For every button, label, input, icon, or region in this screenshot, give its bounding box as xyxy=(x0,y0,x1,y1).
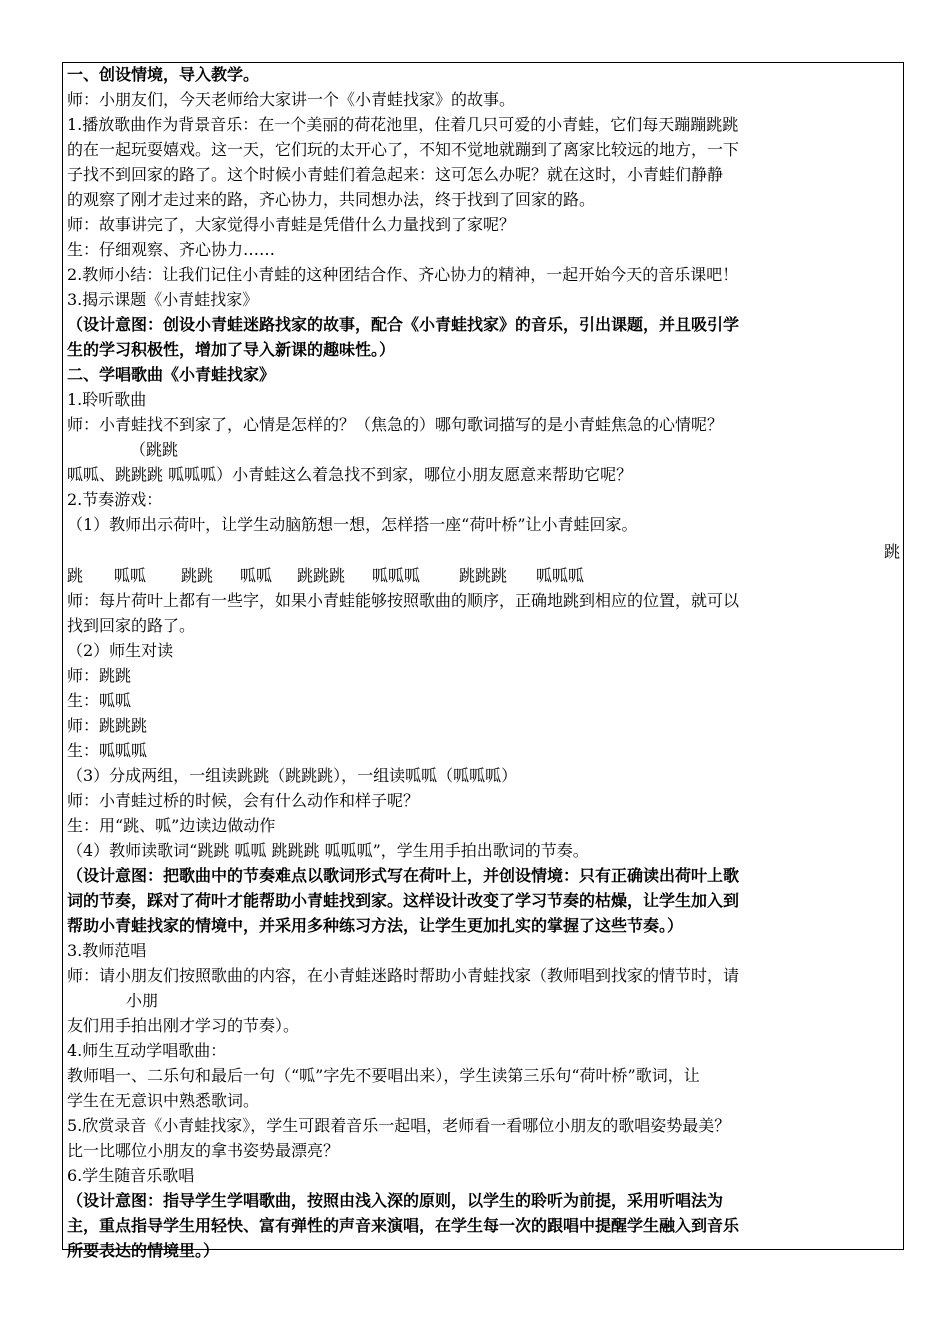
text-line: 师：故事讲完了，大家觉得小青蛙是凭借什么力量找到了家呢？ xyxy=(67,215,516,234)
text-line: 师：每片荷叶上都有一些字，如果小青蛙能够按照歌曲的顺序，正确地跳到相应的位置，就可以 xyxy=(67,591,740,610)
bold-text-line: 帮助小青蛙找家的情境中，并采用多种练习方法，让学生更加扎实的掌握了这些节奏。） xyxy=(67,916,684,935)
text-line: 教师唱一、二乐句和最后一句（“呱”字先不要唱出来），学生读第三乐句“荷叶桥”歌词，让 xyxy=(67,1066,700,1085)
text-line: 生：用“跳、呱”边读边做动作 xyxy=(67,816,276,835)
text-line: 呱呱 xyxy=(240,566,273,585)
text-line: 跳跳跳 xyxy=(459,566,508,585)
text-line: 比一比哪位小朋友的拿书姿势最漂亮？ xyxy=(67,1141,340,1160)
text-line: 师：小青蛙找不到家了，心情是怎样的？（焦急的）哪句歌词描写的是小青蛙焦急的心情呢？ xyxy=(67,415,724,434)
text-line: （1）教师出示荷叶，让学生动脑筋想一想，怎样搭一座“荷叶桥”让小青蛙回家。 xyxy=(67,515,638,534)
bold-text-line: 词的节奏，踩对了荷叶才能帮助小青蛙找到家。这样设计改变了学习节奏的枯燥，让学生加入到 xyxy=(67,891,740,910)
text-line: 生：仔细观察、齐心协力…… xyxy=(67,240,276,259)
bold-text-line: （设计意图：创设小青蛙迷路找家的故事，配合《小青蛙找家》的音乐，引出课题，并且吸引学 xyxy=(67,315,740,334)
text-line: 找到回家的路了。 xyxy=(67,616,196,635)
bold-text-line: 所要表达的情境里。） xyxy=(67,1241,220,1260)
text-line: 学生在无意识中熟悉歌词。 xyxy=(67,1091,260,1110)
text-line: 5.欣赏录音《小青蛙找家》，学生可跟着音乐一起唱，老师看一看哪位小朋友的歌唱姿势最美？ xyxy=(67,1116,731,1135)
text-line: 跳 xyxy=(67,566,84,585)
text-line: 跳跳跳 xyxy=(297,566,346,585)
text-line: 跳跳 xyxy=(181,566,214,585)
text-line: 2.教师小结：让我们记住小青蛙的这种团结合作、齐心协力的精神，一起开始今天的音乐课吧！ xyxy=(67,265,739,284)
text-line: （3）分成两组，一组读跳跳（跳跳跳），一组读呱呱（呱呱呱） xyxy=(67,766,518,785)
text-line: 1.播放歌曲作为背景音乐：在一个美丽的荷花池里，住着几只可爱的小青蛙，它们每天蹦蹦跳跳 xyxy=(67,115,739,134)
text-line: （2）师生对读 xyxy=(67,641,174,660)
text-line: 4.师生互动学唱歌曲： xyxy=(67,1041,227,1060)
text-line: 呱呱、跳跳跳 呱呱呱）小青蛙这么着急找不到家，哪位小朋友愿意来帮助它呢？ xyxy=(67,465,633,484)
text-line: 呱呱呱 xyxy=(536,566,585,585)
bold-text-line: 二、学唱歌曲《小青蛙找家》 xyxy=(67,365,276,384)
text-line: 师：小青蛙过桥的时候，会有什么动作和样子呢？ xyxy=(67,791,420,810)
text-line: 呱呱 xyxy=(114,566,147,585)
bold-text-line: 生的学习积极性，增加了导入新课的趣味性。） xyxy=(67,340,396,359)
text-line: 师：跳跳跳 xyxy=(67,716,148,735)
bold-text-line: （设计意图：指导学生学唱歌曲，按照由浅入深的原则，以学生的聆听为前提，采用听唱法为 xyxy=(67,1191,724,1210)
text-line: 1.聆听歌曲 xyxy=(67,390,147,409)
text-line: 生：呱呱 xyxy=(67,691,132,710)
text-line: 呱呱呱 xyxy=(372,566,421,585)
text-line: 2.节奏游戏： xyxy=(67,490,163,509)
text-line: 友们用手拍出刚才学习的节奏）。 xyxy=(67,1016,300,1035)
text-line: 小朋 xyxy=(126,991,159,1010)
text-line: 生：呱呱呱 xyxy=(67,741,148,760)
text-line: 子找不到回家的路了。这个时候小青蛙们着急起来：这可怎么办呢？就在这时，小青蛙们静静 xyxy=(67,165,724,184)
text-line: 师：请小朋友们按照歌曲的内容，在小青蛙迷路时帮助小青蛙找家（教师唱到找家的情节时，请 xyxy=(67,966,740,985)
text-line: （4）教师读歌词“跳跳 呱呱 跳跳跳 呱呱呱”，学生用手拍出歌词的节奏。 xyxy=(67,841,589,860)
text-line: 3.揭示课题《小青蛙找家》 xyxy=(67,290,259,309)
text-line: 6.学生随音乐歌唱 xyxy=(67,1166,195,1185)
bold-text-line: 一、创设情境，导入教学。 xyxy=(67,65,260,84)
text-line: 跳 xyxy=(884,542,901,561)
bold-text-line: （设计意图：把歌曲中的节奏难点以歌词形式写在荷叶上，并创设情境：只有正确读出荷叶上歌 xyxy=(67,866,740,885)
text-line: 3.教师范唱 xyxy=(67,941,147,960)
text-line: 师：跳跳 xyxy=(67,666,132,685)
text-line: 师：小朋友们，今天老师给大家讲一个《小青蛙找家》的故事。 xyxy=(67,90,516,109)
text-line: 的在一起玩耍嬉戏。这一天，它们玩的太开心了，不知不觉地就蹦到了离家比较远的地方，一下 xyxy=(67,140,740,159)
bold-text-line: 主，重点指导学生用轻快、富有弹性的声音来演唱，在学生每一次的跟唱中提醒学生融入到音乐 xyxy=(67,1216,740,1235)
text-line: 的观察了刚才走过来的路，齐心协力，共同想办法，终于找到了回家的路。 xyxy=(67,190,596,209)
text-line: （跳跳 xyxy=(130,440,179,459)
